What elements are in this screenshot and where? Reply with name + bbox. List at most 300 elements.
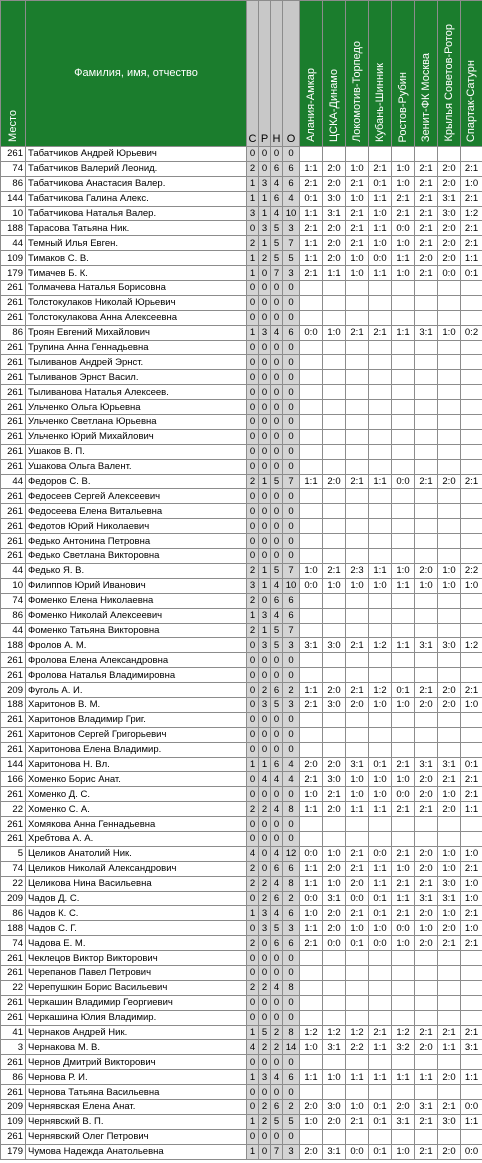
score-cell: 2:0 [415, 697, 438, 712]
table-row [1, 1100, 482, 1115]
score-cell: 2:0 [323, 802, 346, 817]
stat-cell: 6 [283, 861, 300, 876]
stat-cell: 0 [271, 429, 283, 444]
place-cell: 109 [1, 251, 26, 266]
score-cell [438, 534, 461, 549]
stat-cell: 8 [283, 802, 300, 817]
table-row [1, 206, 482, 221]
score-cell [369, 817, 392, 832]
score-cell: 1:0 [300, 906, 323, 921]
score-cell: 2:0 [300, 1144, 323, 1159]
stat-cell: 0 [283, 459, 300, 474]
stat-cell: 5 [271, 638, 283, 653]
score-cell [300, 444, 323, 459]
table-row [1, 683, 482, 698]
score-cell: 0:1 [369, 906, 392, 921]
score-cell: 2:3 [346, 563, 369, 578]
score-cell [438, 668, 461, 683]
name-cell: Тыливанова Наталья Алексеев. [26, 385, 247, 400]
name-cell: Черепанов Павел Петрович [26, 965, 247, 980]
score-cell: 2:0 [323, 757, 346, 772]
score-cell: 2:1 [346, 206, 369, 221]
score-cell [415, 980, 438, 995]
score-cell [438, 965, 461, 980]
stat-cell: 0 [247, 489, 259, 504]
stat-cell: 0 [283, 295, 300, 310]
stat-cell: 3 [283, 221, 300, 236]
table-row [1, 757, 482, 772]
name-cell: Чадов Д. С. [26, 891, 247, 906]
score-cell: 3:1 [323, 1144, 346, 1159]
score-cell [369, 295, 392, 310]
table-row [1, 400, 482, 415]
score-cell [323, 400, 346, 415]
score-cell: 1:0 [392, 266, 415, 281]
name-cell: Чадова Е. М. [26, 936, 247, 951]
place-cell: 109 [1, 1114, 26, 1129]
score-cell [461, 444, 482, 459]
score-cell: 1:0 [323, 1070, 346, 1085]
stat-cell: 0 [283, 1055, 300, 1070]
stat-cell: 2 [271, 1025, 283, 1040]
score-cell [300, 385, 323, 400]
score-cell [369, 519, 392, 534]
score-cell [300, 817, 323, 832]
score-cell: 2:1 [369, 1025, 392, 1040]
score-cell [369, 831, 392, 846]
stat-cell: 0 [259, 295, 271, 310]
stat-cell: 0 [259, 444, 271, 459]
score-cell: 2:1 [300, 772, 323, 787]
name-cell: Целикова Нина Васильевна [26, 876, 247, 891]
table-row [1, 281, 482, 296]
name-cell: Чернакова М. В. [26, 1040, 247, 1055]
score-cell [438, 623, 461, 638]
score-cell [369, 593, 392, 608]
score-cell: 3:1 [438, 757, 461, 772]
stat-cell: 2 [259, 683, 271, 698]
stat-cell: 5 [259, 1025, 271, 1040]
score-cell [323, 415, 346, 430]
place-cell: 144 [1, 757, 26, 772]
place-cell: 44 [1, 563, 26, 578]
stat-cell: 0 [247, 742, 259, 757]
place-cell: 86 [1, 176, 26, 191]
stat-cell: 0 [283, 370, 300, 385]
stat-cell: 2 [259, 1114, 271, 1129]
score-cell: 0:0 [323, 936, 346, 951]
stat-header-n: Н [271, 1, 283, 147]
score-cell [438, 742, 461, 757]
stat-cell: 0 [247, 638, 259, 653]
stat-cell: 0 [247, 683, 259, 698]
stat-cell: 2 [283, 683, 300, 698]
table-row [1, 1070, 482, 1085]
score-cell: 2:0 [323, 474, 346, 489]
score-cell: 3:1 [392, 1114, 415, 1129]
score-cell: 2:1 [461, 474, 482, 489]
stat-cell: 0 [247, 831, 259, 846]
score-cell [415, 370, 438, 385]
score-cell [346, 429, 369, 444]
name-cell: Чернова Р. И. [26, 1070, 247, 1085]
stat-cell: 8 [283, 876, 300, 891]
score-cell: 1:0 [392, 936, 415, 951]
score-cell [323, 534, 346, 549]
stat-cell: 5 [271, 236, 283, 251]
place-cell: 261 [1, 489, 26, 504]
score-cell [392, 504, 415, 519]
score-cell: 1:0 [369, 697, 392, 712]
stat-cell: 2 [247, 876, 259, 891]
score-cell: 2:0 [438, 474, 461, 489]
score-cell [323, 489, 346, 504]
place-cell: 261 [1, 817, 26, 832]
stat-cell: 4 [271, 325, 283, 340]
score-cell [415, 608, 438, 623]
score-cell [369, 489, 392, 504]
score-cell: 2:0 [438, 802, 461, 817]
stat-cell: 0 [283, 400, 300, 415]
place-cell: 3 [1, 1040, 26, 1055]
name-cell: Чернявский В. П. [26, 1114, 247, 1129]
name-cell: Фоменко Татьяна Викторовна [26, 623, 247, 638]
score-cell: 1:1 [300, 474, 323, 489]
score-cell [415, 340, 438, 355]
name-cell: Федько Я. В. [26, 563, 247, 578]
place-cell: 188 [1, 638, 26, 653]
score-cell: 3:0 [438, 876, 461, 891]
place-cell: 144 [1, 191, 26, 206]
score-cell: 1:1 [346, 1070, 369, 1085]
stat-cell: 0 [271, 1010, 283, 1025]
place-cell: 261 [1, 742, 26, 757]
table-row [1, 325, 482, 340]
place-cell: 261 [1, 549, 26, 564]
score-cell [346, 712, 369, 727]
stat-cell: 1 [259, 757, 271, 772]
name-cell: Черкашина Юлия Владимир. [26, 1010, 247, 1025]
stat-cell: 0 [259, 400, 271, 415]
score-cell: 2:0 [438, 697, 461, 712]
stat-cell: 0 [259, 846, 271, 861]
place-cell: 22 [1, 876, 26, 891]
score-cell: 3:0 [323, 772, 346, 787]
place-cell: 166 [1, 772, 26, 787]
score-cell: 2:0 [323, 221, 346, 236]
score-cell [438, 429, 461, 444]
table-row [1, 1010, 482, 1025]
name-header: Фамилия, имя, отчество [26, 1, 247, 147]
score-cell: 2:1 [461, 191, 482, 206]
table-row [1, 1129, 482, 1144]
table-row [1, 578, 482, 593]
score-cell: 1:0 [300, 1114, 323, 1129]
stat-cell: 1 [247, 266, 259, 281]
name-cell: Чеклецов Виктор Викторович [26, 951, 247, 966]
score-cell [438, 295, 461, 310]
score-cell: 2:1 [415, 206, 438, 221]
score-cell: 2:1 [461, 787, 482, 802]
name-cell: Толмачева Наталья Борисовна [26, 281, 247, 296]
place-cell: 74 [1, 161, 26, 176]
stat-cell: 0 [283, 951, 300, 966]
stat-cell: 0 [283, 965, 300, 980]
score-cell: 1:1 [369, 266, 392, 281]
score-cell [323, 281, 346, 296]
place-cell: 261 [1, 400, 26, 415]
stat-cell: 3 [283, 697, 300, 712]
table-row [1, 534, 482, 549]
score-cell: 1:1 [461, 802, 482, 817]
score-cell [369, 608, 392, 623]
place-cell: 261 [1, 385, 26, 400]
score-cell [369, 459, 392, 474]
score-cell: 2:0 [323, 251, 346, 266]
score-cell [369, 504, 392, 519]
stat-cell: 0 [247, 1055, 259, 1070]
place-cell: 41 [1, 1025, 26, 1040]
score-cell [300, 1055, 323, 1070]
stat-cell: 5 [283, 251, 300, 266]
table-row [1, 995, 482, 1010]
score-cell [346, 415, 369, 430]
stat-cell: 1 [259, 474, 271, 489]
score-cell [438, 549, 461, 564]
stat-cell: 0 [271, 355, 283, 370]
score-cell [461, 742, 482, 757]
stat-cell: 1 [247, 251, 259, 266]
score-cell: 1:0 [346, 161, 369, 176]
name-cell: Фролова Елена Александровна [26, 653, 247, 668]
table-row [1, 519, 482, 534]
table-row [1, 176, 482, 191]
score-cell [346, 965, 369, 980]
place-cell: 261 [1, 429, 26, 444]
score-cell [392, 444, 415, 459]
place-cell: 22 [1, 980, 26, 995]
score-cell: 2:1 [346, 474, 369, 489]
score-cell: 1:1 [300, 251, 323, 266]
score-cell: 1:0 [392, 1144, 415, 1159]
score-cell [346, 504, 369, 519]
table-row [1, 549, 482, 564]
score-cell [461, 995, 482, 1010]
score-cell: 3:1 [415, 325, 438, 340]
score-cell [300, 534, 323, 549]
stat-cell: 0 [271, 549, 283, 564]
score-cell: 2:0 [438, 921, 461, 936]
place-cell: 44 [1, 474, 26, 489]
score-cell [323, 593, 346, 608]
stat-cell: 3 [247, 578, 259, 593]
stat-cell: 5 [271, 1114, 283, 1129]
stat-cell: 0 [259, 727, 271, 742]
name-cell: Табатчикова Наталья Валер. [26, 206, 247, 221]
table-row [1, 980, 482, 995]
stat-cell: 3 [283, 266, 300, 281]
score-cell: 1:0 [346, 1100, 369, 1115]
score-cell [300, 831, 323, 846]
score-cell [369, 653, 392, 668]
stat-cell: 0 [247, 995, 259, 1010]
name-cell: Федосеев Сергей Алексеевич [26, 489, 247, 504]
table-row [1, 310, 482, 325]
stat-cell: 0 [283, 355, 300, 370]
name-cell: Тыливанов Андрей Эрнст. [26, 355, 247, 370]
stat-cell: 1 [247, 325, 259, 340]
score-cell [461, 951, 482, 966]
score-cell [461, 281, 482, 296]
score-cell: 3:1 [415, 1100, 438, 1115]
stat-cell: 4 [271, 206, 283, 221]
stat-cell: 4 [271, 772, 283, 787]
stat-cell: 0 [283, 742, 300, 757]
stat-cell: 10 [283, 578, 300, 593]
table-row [1, 772, 482, 787]
score-cell [415, 1085, 438, 1100]
table-row [1, 891, 482, 906]
match-header: Спартак-Сатурн [461, 1, 482, 147]
stat-cell: 0 [247, 147, 259, 162]
stat-cell: 7 [283, 236, 300, 251]
match-header: Зенит-ФК Москва [415, 1, 438, 147]
score-cell [392, 385, 415, 400]
score-cell: 2:1 [346, 236, 369, 251]
score-cell: 1:1 [438, 1040, 461, 1055]
stat-cell: 3 [259, 697, 271, 712]
stat-cell: 6 [271, 757, 283, 772]
score-cell: 2:0 [323, 176, 346, 191]
score-cell: 1:0 [369, 236, 392, 251]
score-cell [300, 281, 323, 296]
name-cell: Чадов С. Г. [26, 921, 247, 936]
stat-cell: 0 [271, 385, 283, 400]
score-cell [415, 817, 438, 832]
score-cell [438, 1085, 461, 1100]
score-cell [300, 668, 323, 683]
score-cell: 2:1 [346, 846, 369, 861]
score-cell [346, 519, 369, 534]
stat-cell: 2 [259, 876, 271, 891]
score-cell: 1:1 [369, 563, 392, 578]
stat-header-o: О [283, 1, 300, 147]
score-cell [300, 742, 323, 757]
stat-cell: 0 [283, 340, 300, 355]
score-cell: 2:0 [346, 876, 369, 891]
place-cell: 261 [1, 653, 26, 668]
place-cell: 86 [1, 325, 26, 340]
score-cell: 2:1 [369, 161, 392, 176]
stat-cell: 0 [271, 965, 283, 980]
score-cell: 0:0 [438, 266, 461, 281]
stat-cell: 1 [247, 906, 259, 921]
score-cell: 0:0 [300, 846, 323, 861]
stat-cell: 0 [259, 861, 271, 876]
stat-cell: 8 [283, 1025, 300, 1040]
name-cell: Тарасова Татьяна Ник. [26, 221, 247, 236]
stat-cell: 1 [247, 608, 259, 623]
place-cell: 86 [1, 608, 26, 623]
score-cell: 2:1 [369, 325, 392, 340]
score-cell [392, 668, 415, 683]
table-row [1, 251, 482, 266]
score-cell [438, 340, 461, 355]
name-cell: Ульченко Ольга Юрьевна [26, 400, 247, 415]
score-cell [300, 295, 323, 310]
stat-cell: 7 [283, 563, 300, 578]
score-cell: 1:0 [438, 787, 461, 802]
place-cell: 261 [1, 831, 26, 846]
score-cell [461, 817, 482, 832]
score-cell: 1:0 [346, 251, 369, 266]
place-cell: 261 [1, 147, 26, 162]
score-cell [461, 593, 482, 608]
score-cell [392, 370, 415, 385]
score-cell [438, 1129, 461, 1144]
score-cell: 1:0 [392, 236, 415, 251]
place-cell: 179 [1, 1144, 26, 1159]
score-cell [392, 1129, 415, 1144]
score-cell: 2:1 [346, 176, 369, 191]
name-cell: Табатчикова Галина Алекс. [26, 191, 247, 206]
score-cell [346, 400, 369, 415]
score-cell: 2:0 [415, 563, 438, 578]
score-cell: 3:0 [438, 1114, 461, 1129]
stat-cell: 0 [283, 281, 300, 296]
score-cell [346, 459, 369, 474]
score-cell [438, 459, 461, 474]
score-cell [392, 147, 415, 162]
stat-cell: 0 [283, 385, 300, 400]
stat-cell: 6 [283, 593, 300, 608]
score-cell: 2:1 [392, 846, 415, 861]
score-cell [438, 1055, 461, 1070]
score-cell [461, 1129, 482, 1144]
score-cell [461, 310, 482, 325]
name-cell: Черкашин Владимир Георгиевич [26, 995, 247, 1010]
stat-cell: 0 [247, 519, 259, 534]
stat-cell: 1 [259, 236, 271, 251]
score-cell [461, 400, 482, 415]
stat-cell: 12 [283, 846, 300, 861]
stat-cell: 1 [259, 191, 271, 206]
stat-cell: 0 [247, 295, 259, 310]
score-cell: 2:1 [346, 906, 369, 921]
place-cell: 74 [1, 861, 26, 876]
score-cell [369, 623, 392, 638]
stat-cell: 2 [247, 861, 259, 876]
table-row [1, 370, 482, 385]
score-cell [369, 712, 392, 727]
score-cell [392, 1085, 415, 1100]
stat-cell: 0 [259, 1144, 271, 1159]
score-cell [392, 459, 415, 474]
score-cell [300, 593, 323, 608]
score-cell: 1:0 [461, 578, 482, 593]
name-cell: Табатчиков Валерий Леонид. [26, 161, 247, 176]
score-cell [300, 310, 323, 325]
score-cell [369, 951, 392, 966]
score-cell: 0:1 [369, 1100, 392, 1115]
score-cell [415, 519, 438, 534]
stat-cell: 0 [247, 415, 259, 430]
score-cell [415, 385, 438, 400]
score-cell [392, 519, 415, 534]
score-cell: 3:1 [415, 891, 438, 906]
stat-cell: 6 [271, 861, 283, 876]
match-header: Кубань-Шинник [369, 1, 392, 147]
